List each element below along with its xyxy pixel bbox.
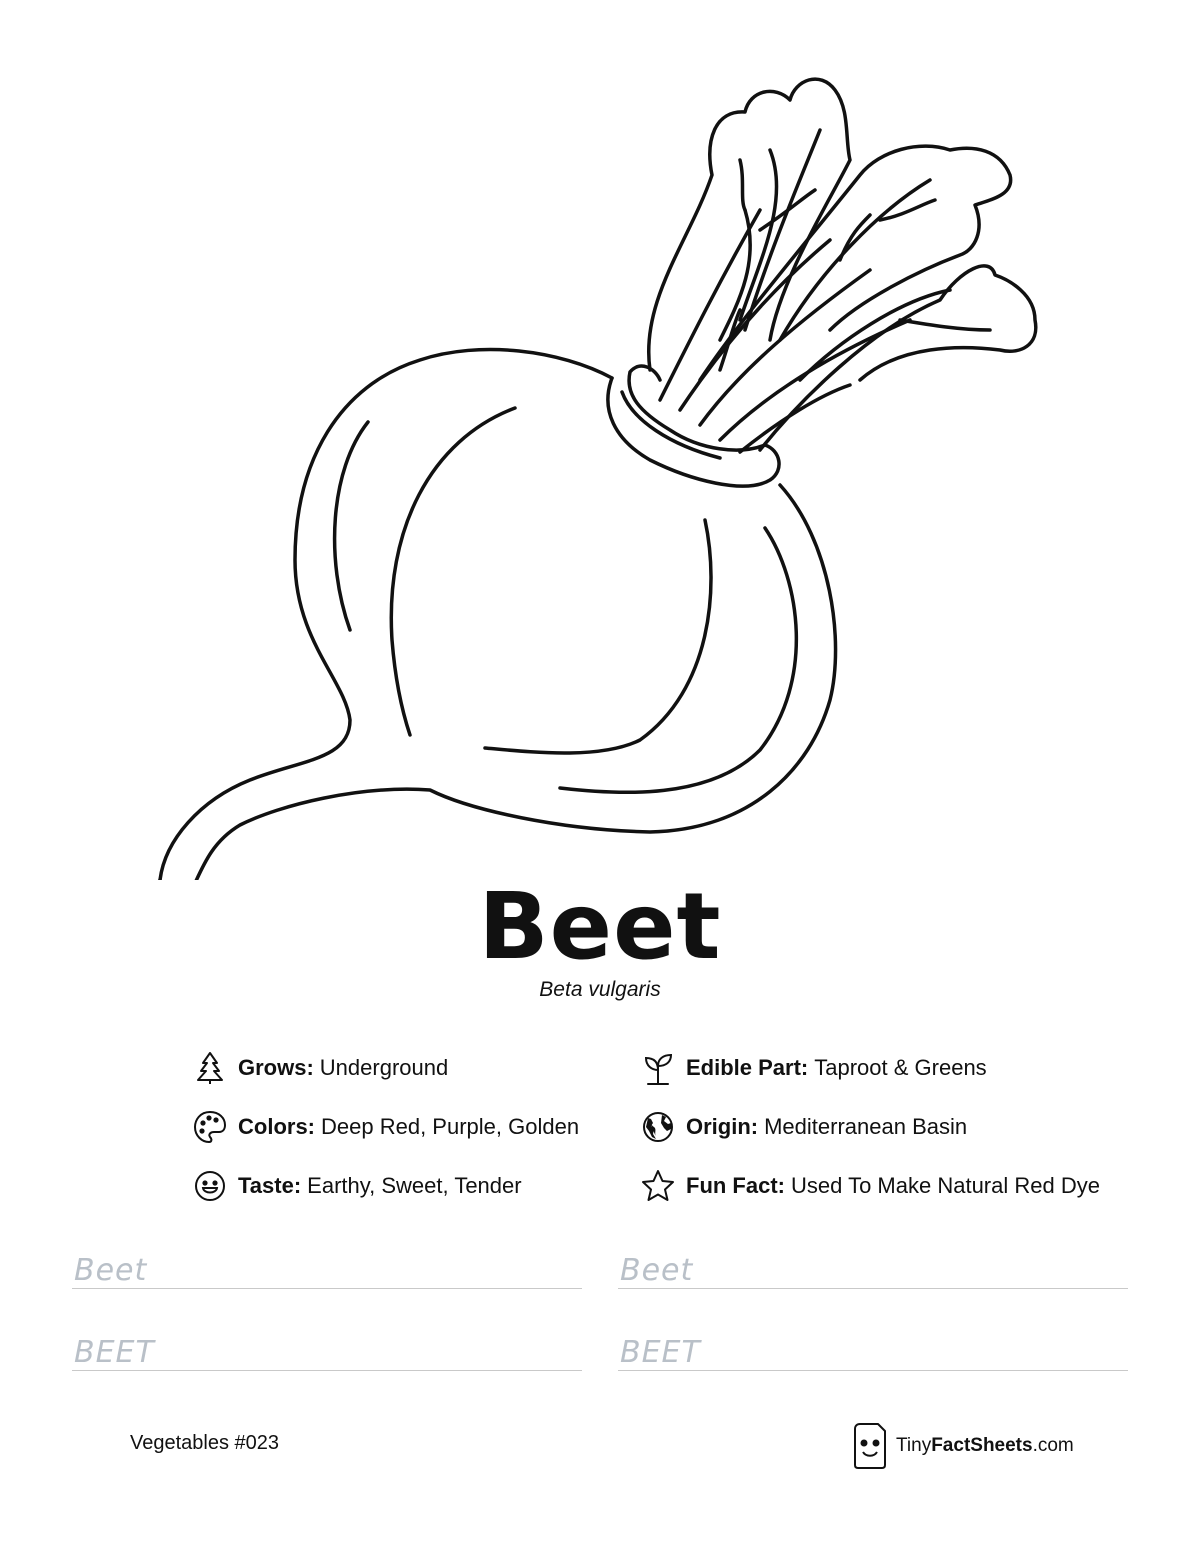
brand: [852, 1420, 1074, 1472]
tracing-word: Beet: [74, 1253, 148, 1288]
tracing-line: [72, 1330, 582, 1371]
scientific-name: Beta vulgaris: [539, 978, 661, 1001]
fact-label: Origin:: [686, 1114, 759, 1139]
fact-sheet-logo-icon: [852, 1421, 888, 1471]
tracing-word: Beet: [620, 1253, 694, 1288]
fact-label: Colors:: [238, 1114, 315, 1139]
tracing-word: BEET: [620, 1335, 701, 1370]
fact-value: Earthy, Sweet, Tender: [307, 1173, 522, 1198]
fact-value: Deep Red, Purple, Golden: [321, 1114, 580, 1139]
fact-label: Fun Fact:: [686, 1173, 785, 1198]
brand-suffix: .com: [1032, 1435, 1074, 1456]
smile-icon: [192, 1168, 228, 1204]
fact-colors: [192, 1107, 579, 1147]
star-icon: [640, 1168, 676, 1204]
beet-leaf-right: [760, 266, 1036, 450]
brand-prefix: Tiny: [896, 1435, 932, 1456]
fact-label: Edible Part:: [686, 1055, 809, 1080]
tracing-line: [72, 1248, 582, 1289]
tree-icon: [192, 1050, 228, 1086]
fact-edible-part: [640, 1048, 987, 1088]
fact-origin: [640, 1107, 967, 1147]
fact-label: Grows:: [238, 1055, 314, 1080]
fact-value: Used To Make Natural Red Dye: [791, 1173, 1100, 1198]
fact-grows: [192, 1048, 448, 1088]
palette-icon: [192, 1109, 228, 1145]
series-number: Vegetables #023: [130, 1432, 280, 1454]
fact-value: Underground: [319, 1055, 449, 1080]
page-title: Beet: [478, 873, 722, 980]
globe-icon: [640, 1109, 676, 1145]
fact-value: Taproot & Greens: [814, 1055, 987, 1080]
brand-bold: FactSheets: [931, 1435, 1033, 1456]
fact-taste: [192, 1166, 522, 1206]
beet-root-body: [160, 350, 612, 880]
fact-label: Taste:: [238, 1173, 302, 1198]
beet-crown: [608, 366, 779, 486]
fact-value: Mediterranean Basin: [764, 1114, 968, 1139]
tracing-word: BEET: [74, 1335, 155, 1370]
tracing-line: [618, 1248, 1128, 1289]
fact-fun-fact: [640, 1166, 1100, 1206]
tracing-line: [618, 1330, 1128, 1371]
sprout-icon: [640, 1050, 676, 1086]
